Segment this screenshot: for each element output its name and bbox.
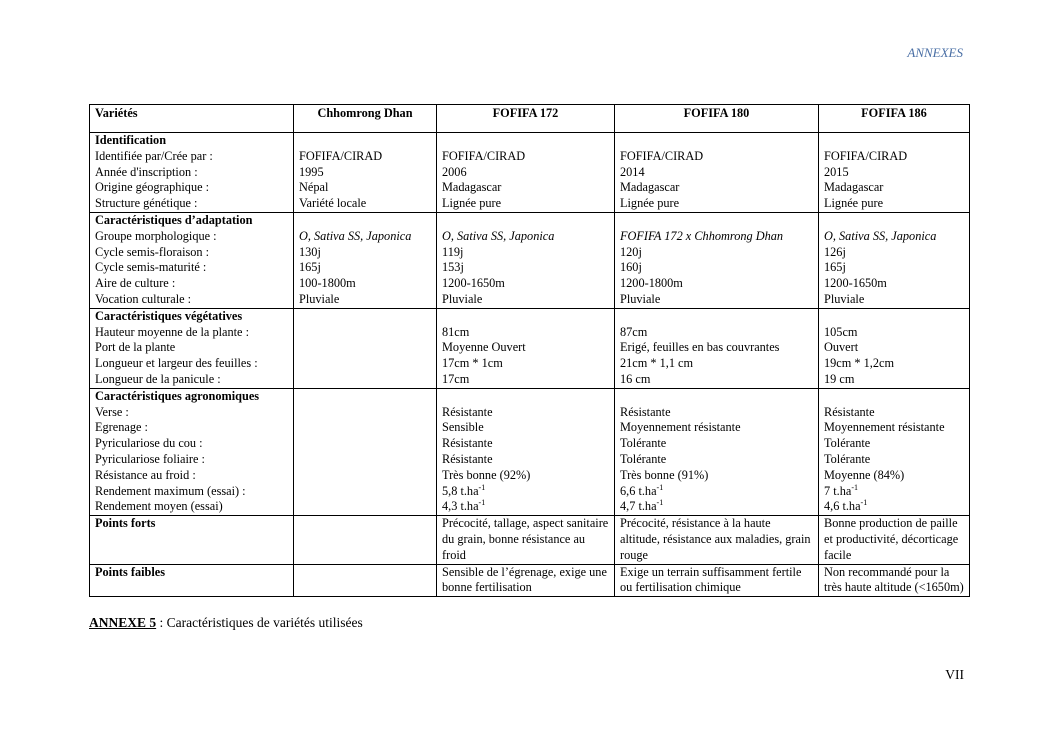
yield-avg: 4,3 $t.ha^{-1}$ (442, 498, 486, 514)
value: 120j (620, 244, 642, 259)
row-label: Longueur de la panicule : (95, 371, 221, 386)
value: 165j (299, 260, 321, 275)
row-label: Rendement moyen (essai) (95, 499, 223, 514)
section-title: Points faibles (95, 564, 166, 579)
value: Moyennement résistante (824, 420, 945, 435)
value: 19 cm (824, 371, 855, 386)
value: Lignée pure (824, 196, 884, 211)
value: Très bonne (92%) (442, 467, 531, 482)
cell-chhomrong (294, 388, 437, 515)
value: 16 cm (620, 371, 651, 386)
row-label: Origine géographique : (95, 180, 210, 195)
value: 81cm (442, 324, 470, 339)
cell-fofifa-186 (819, 516, 970, 564)
value: 160j (620, 260, 642, 275)
value: Exige un terrain suffisamment fertile ou fertilisation chimique (620, 564, 802, 595)
col-header-fofifa-172: FOFIFA 172 (437, 105, 615, 133)
row-label: Cycle semis-floraison : (95, 244, 210, 259)
value: 153j (442, 260, 464, 275)
value: Résistante (442, 436, 493, 451)
yield-avg: 4,7 $t.ha^{-1}$ (620, 498, 664, 514)
value: 100-1800m (299, 276, 356, 291)
labels-cell (90, 212, 294, 308)
col-header-fofifa-180: FOFIFA 180 (615, 105, 819, 133)
value: Précocité, tallage, aspect sanitaire du grain, bonne résistance au froid (442, 516, 609, 562)
value: 126j (824, 244, 846, 259)
section-agronomic (90, 388, 970, 515)
yield-max: 7 $t.ha^{-1}$ (824, 482, 858, 498)
cell-chhomrong (294, 212, 437, 308)
col-header-chhomrong: Chhomrong Dhan (294, 105, 437, 133)
cell-fofifa-180 (615, 516, 819, 564)
value: 119j (442, 244, 464, 259)
value: Variété locale (299, 196, 367, 211)
row-label: Pyriculariose foliaire : (95, 451, 205, 466)
cell-fofifa-172 (437, 388, 615, 515)
section-vegetative (90, 308, 970, 388)
labels-cell (90, 564, 294, 597)
value: 105cm (824, 324, 858, 339)
row-label: Egrenage : (95, 420, 148, 435)
value: 19cm * 1,2cm (824, 356, 895, 371)
cell-chhomrong (294, 564, 437, 597)
table-header-row (90, 105, 970, 133)
cell-chhomrong (294, 308, 437, 388)
value: 21cm * 1,1 cm (620, 356, 694, 371)
value: Madagascar (620, 180, 680, 195)
labels-cell (90, 308, 294, 388)
cell-fofifa-186 (819, 564, 970, 597)
labels-cell (90, 388, 294, 515)
section-adaptation (90, 212, 970, 308)
value: Moyennement résistante (620, 420, 741, 435)
value: 165j (824, 260, 846, 275)
value: 1995 (299, 164, 324, 179)
section-title: Points forts (95, 516, 156, 531)
value: Tolérante (824, 451, 871, 466)
value: 2006 (442, 164, 467, 179)
row-label: Hauteur moyenne de la plante : (95, 324, 249, 339)
row-label: Année d'inscription : (95, 164, 198, 179)
cell-fofifa-180 (615, 133, 819, 213)
value: Népal (299, 180, 329, 195)
value: 17cm * 1cm (442, 356, 503, 371)
value: FOFIFA/CIRAD (824, 148, 908, 163)
row-label: Résistance au froid : (95, 467, 196, 482)
labels-cell (90, 133, 294, 213)
cell-fofifa-186 (819, 388, 970, 515)
row-label: Pyriculariose du cou : (95, 436, 203, 451)
cell-fofifa-180 (615, 308, 819, 388)
page-number: VII (945, 667, 964, 682)
value: Madagascar (824, 180, 884, 195)
value: 2014 (620, 164, 645, 179)
section-identification (90, 133, 970, 213)
row-label: Verse : (95, 404, 129, 419)
row-label: Port de la plante (95, 340, 176, 355)
cell-fofifa-172 (437, 516, 615, 564)
value: Madagascar (442, 180, 502, 195)
value: Lignée pure (620, 196, 680, 211)
cell-fofifa-186 (819, 308, 970, 388)
value: Moyenne Ouvert (442, 340, 526, 355)
cell-fofifa-172 (437, 564, 615, 597)
row-label: Longueur et largeur des feuilles : (95, 356, 258, 371)
value: Lignée pure (442, 196, 502, 211)
cell-fofifa-186 (819, 133, 970, 213)
col-header-fofifa-186: FOFIFA 186 (819, 105, 970, 133)
value: Moyenne (84%) (824, 467, 905, 482)
cell-fofifa-172 (437, 308, 615, 388)
cell-fofifa-180 (615, 212, 819, 308)
value: Pluviale (299, 291, 340, 306)
cell-fofifa-180 (615, 564, 819, 597)
cell-chhomrong (294, 133, 437, 213)
col-header-varietes: Variétés (90, 105, 294, 133)
value: FOFIFA/CIRAD (620, 148, 704, 163)
value: Tolérante (824, 436, 871, 451)
value: Précocité, résistance à la haute altitude, résistance aux maladies, grain rouge (620, 516, 811, 562)
value: Ouvert (824, 340, 859, 355)
varieties-table (89, 104, 970, 597)
value: O, Sativa SS, Japonica (442, 228, 555, 243)
value: FOFIFA/CIRAD (442, 148, 526, 163)
value: O, Sativa SS, Japonica (824, 228, 937, 243)
value: 1200-1650m (442, 276, 505, 291)
value: Pluviale (442, 291, 483, 306)
value: Résistante (442, 404, 493, 419)
section-weaknesses (90, 564, 970, 597)
cell-chhomrong (294, 516, 437, 564)
cell-fofifa-186 (819, 212, 970, 308)
value: Bonne production de paille et productivité, décorticage facile (824, 516, 959, 562)
value: 1200-1800m (620, 276, 683, 291)
value: Tolérante (620, 451, 667, 466)
cell-fofifa-180 (615, 388, 819, 515)
labels-cell (90, 516, 294, 564)
value: 87cm (620, 324, 648, 339)
header-annexes-label: ANNEXES (907, 45, 963, 60)
yield-max: 5,8 $t.ha^{-1}$ (442, 482, 486, 498)
value: Sensible de l’égrenage, exige une bonne fertilisation (442, 564, 607, 595)
section-title: Identification (95, 133, 167, 147)
cell-fofifa-172 (437, 212, 615, 308)
table-caption (89, 615, 363, 631)
value: Erigé, feuilles en bas couvrantes (620, 340, 780, 355)
row-label: Rendement maximum (essai) : (95, 483, 246, 498)
row-label: Structure génétique : (95, 196, 198, 211)
value: FOFIFA 172 x Chhomrong Dhan (620, 228, 784, 243)
yield-max: 6,6 $t.ha^{-1}$ (620, 482, 664, 498)
value: 130j (299, 244, 321, 259)
yield-avg: 4,6 $t.ha^{-1}$ (824, 498, 868, 514)
value: Très bonne (91%) (620, 467, 709, 482)
value: O, Sativa SS, Japonica (299, 228, 412, 243)
value: FOFIFA/CIRAD (299, 148, 383, 163)
caption-text: : Caractéristiques de variétés utilisées (156, 615, 363, 630)
section-title: Caractéristiques d’adaptation (95, 212, 253, 227)
value: Résistante (824, 404, 875, 419)
row-label: Vocation culturale : (95, 291, 192, 306)
caption-label: ANNEXE 5 (89, 615, 157, 630)
value: Non recommandé pour la très haute altitude (<1650m) (824, 564, 964, 595)
cell-fofifa-172 (437, 133, 615, 213)
value: 2015 (824, 164, 849, 179)
value: Pluviale (824, 291, 865, 306)
section-title: Caractéristiques végétatives (95, 308, 243, 323)
value: Résistante (620, 404, 671, 419)
row-label: Aire de culture : (95, 276, 176, 291)
value: Résistante (442, 451, 493, 466)
row-label: Identifiée par/Crée par : (95, 148, 213, 163)
section-title: Caractéristiques agronomiques (95, 388, 260, 403)
section-strengths (90, 516, 970, 564)
row-label: Cycle semis-maturité : (95, 260, 207, 275)
value: Pluviale (620, 291, 661, 306)
value: Sensible (442, 420, 484, 435)
row-label: Groupe morphologique : (95, 228, 217, 243)
value: 17cm (442, 371, 470, 386)
value: Tolérante (620, 436, 667, 451)
value: 1200-1650m (824, 276, 887, 291)
